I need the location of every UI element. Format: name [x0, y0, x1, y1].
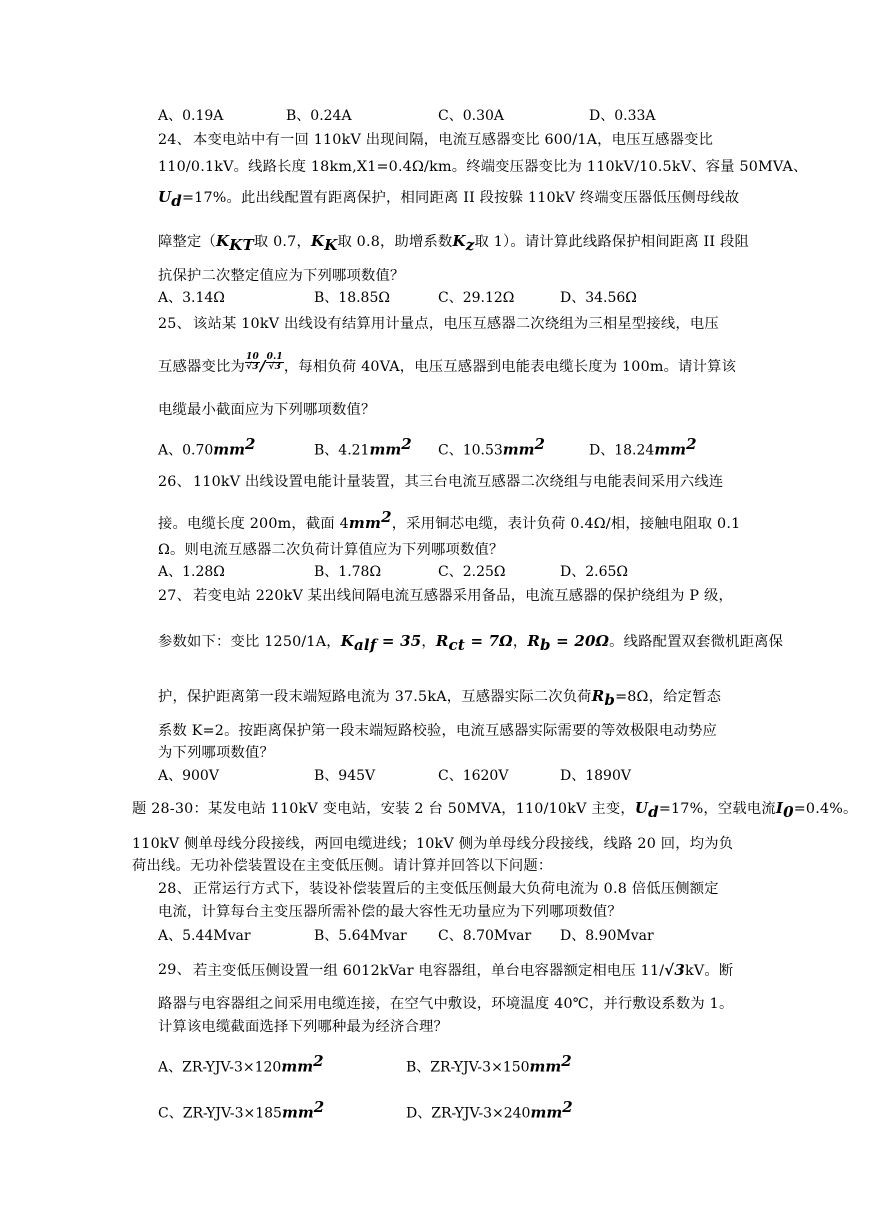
q29-line-2: 路器与电容器组之间采用电缆连接，在空气中敷设，环境温度 40℃，并行敷设系数为 1。 [158, 996, 734, 1012]
q27-number: 27、 [158, 588, 192, 604]
q25-fraction-1: $\frac{10}{√3}$ [245, 351, 259, 372]
q24-option-b: B、18.85Ω [314, 290, 390, 306]
q29-number: 29、 [158, 962, 192, 978]
q27-line-5: 为下列哪项数值？ [158, 745, 274, 761]
q27-option-b: B、945V [314, 768, 376, 784]
q28-line-1: 正常运行方式下，装设补偿装置后的主变低压侧最大负荷电流为 0.8 倍低压侧额定 [193, 881, 719, 897]
q25-option-a: A、$0.70mm^2$ [158, 435, 256, 459]
q24-line-5: 抗保护二次整定值应为下列哪项数值？ [158, 268, 405, 284]
q28-number: 28、 [158, 881, 192, 897]
q26-option-a: A、1.28Ω [158, 564, 225, 580]
q26-line-1: 110kV 出线设置电能计量装置，其三台电流互感器二次绕组与电能表间采用六线连 [193, 474, 724, 490]
q23-option-c: C、0.30A [438, 108, 504, 124]
q24-line-3: $U_d=17\%$。此出线配置有距离保护，相同距离 II 段按躲 110kV 终端变压器低压侧母线故 [158, 188, 740, 210]
q25-number: 25、 [158, 316, 192, 332]
group-line-3: 荷出线。无功补偿装置设在主变低压侧。请计算并回答以下问题： [132, 858, 553, 874]
q25-fraction-2: $\frac{0.1}{√3}$ [266, 351, 283, 372]
q29-option-c: C、$ZR-YJV-3\times 185mm^2$ [158, 1098, 325, 1122]
q29-option-b: B、$ZR-YJV-3\times 150mm^2$ [406, 1052, 572, 1076]
group-line-1: 题 28-30：某发电站 110kV 变电站，安装 2 台 50MVA，110/10kV 主变，$U_d=17\%$，空载电流$I_0=0.4\%$。 [132, 799, 858, 821]
q27-line-4: 系数 K=2。按距离保护第一段末端短路校验，电流互感器实际需要的等效极限电动势应 [158, 723, 717, 739]
q25-option-d: D、$18.24mm^2$ [589, 435, 697, 459]
q28-option-d: D、8.90Mvar [560, 928, 654, 944]
q25-line-1: 该站某 10kV 出线设有结算用计量点，电压互感器二次绕组为三相星型接线，电压 [193, 316, 719, 332]
q26-option-b: B、1.78Ω [314, 564, 382, 580]
q26-line-2: 接。电缆长度 200m，截面 $4mm^2$，采用铜芯电缆，表计负荷 0.4Ω/相，接触电阻取 0.1 [158, 508, 741, 532]
q23-option-d: D、0.33A [589, 108, 656, 124]
q24-option-c: C、29.12Ω [438, 290, 515, 306]
q23-option-b: B、0.24A [286, 108, 352, 124]
q29-option-a: A、$ZR-YJV-3\times 120mm^2$ [158, 1052, 324, 1076]
q26-line-3: Ω。则电流互感器二次负荷计算值应为下列哪项数值？ [158, 542, 504, 558]
q27-line-1: 若变电站 220kV 某出线间隔电流互感器采用备品，电流互感器的保护绕组为 P 级， [193, 588, 733, 604]
q29-line-3: 计算该电缆截面选择下列哪种最为经济合理？ [158, 1019, 448, 1035]
q24-ud-symbol: U [158, 188, 172, 206]
group-line-2: 110kV 侧单母线分段接线，两回电缆进线；10kV 侧为单母线分段接线，线路 20 回，均为负 [132, 836, 734, 852]
q25-line-3: 电缆最小截面应为下列哪项数值？ [158, 402, 376, 418]
q26-option-c: C、2.25Ω [438, 564, 506, 580]
q29-line-1: 若主变低压侧设置一组 6012kVar 电容器组，单台电容器额定相电压 11/√3kV。断 [193, 961, 734, 979]
q26-option-d: D、2.65Ω [560, 564, 629, 580]
q25-line-2: 互感器变比为 $\frac{10}{√3}$ / $\frac{0.1}{√3}$ ，每相负荷 40VA，电压互感器到电能表电缆长度为 100m。请计算该 [158, 351, 737, 375]
q27-option-c: C、1620V [438, 768, 509, 784]
q24-line-2: 110/0.1kV。线路长度 18km,X1=0.4Ω/km。终端变压器变比为 110kV/10.5kV、容量 50MVA、 [158, 159, 808, 175]
q28-line-2: 电流，计算每台主变压器所需补偿的最大容性无功量应为下列哪项数值？ [158, 904, 622, 920]
q28-option-c: C、8.70Mvar [438, 928, 532, 944]
q25-option-b: B、$4.21mm^2$ [314, 435, 412, 459]
q26-number: 26、 [158, 474, 192, 490]
q24-line-1: 本变电站中有一回 110kV 出现间隔，电流互感器变比 600/1A，电压互感器变比 [193, 132, 714, 148]
q25-option-c: C、$10.53mm^2$ [438, 435, 545, 459]
q27-option-a: A、900V [158, 768, 219, 784]
q23-option-a: A、0.19A [158, 108, 224, 124]
q24-option-d: D、34.56Ω [560, 290, 637, 306]
q29-option-d: D、$ZR-YJV-3\times 240mm^2$ [406, 1098, 573, 1122]
q24-number: 24、 [158, 132, 192, 148]
q27-line-2: 参数如下：变比 1250/1A，$K_{alf} = 35$，$R_{ct} = 7\Omega$，$R_b = 20\Omega$。线路配置双套微机距离保 [158, 632, 784, 654]
q27-line-3: 护，保护距离第一段末端短路电流为 37.5kA，互感器实际二次负荷$R_b=8\Omega$，给定暂态 [158, 687, 722, 709]
q24-line-4: 障整定（$K_{KT}$取 0.7，$K_K$取 0.8，助增系数$K_z$取 1）。请计算此线路保护相间距离 II 段阻 [158, 232, 749, 254]
q27-option-d: D、1890V [560, 768, 631, 784]
q24-option-a: A、3.14Ω [158, 290, 225, 306]
q28-option-b: B、5.64Mvar [314, 928, 407, 944]
q28-option-a: A、5.44Mvar [158, 928, 251, 944]
